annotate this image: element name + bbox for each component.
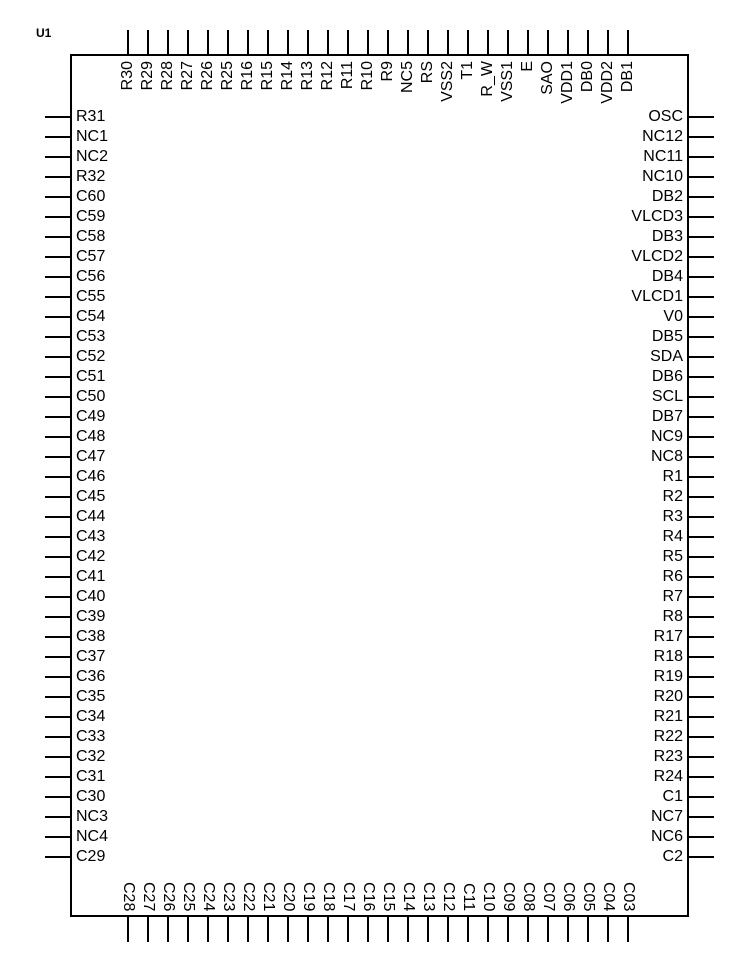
pin-stub-left-C58 (45, 236, 72, 238)
pin-label-right-R7: R7 (662, 588, 683, 605)
pin-stub-right-OSC (687, 116, 714, 118)
pin-label-left-C37: C37 (76, 648, 106, 665)
pin-stub-bottom-C08 (527, 915, 529, 942)
pin-stub-top-R_W (487, 30, 489, 56)
pin-stub-right-R20 (687, 696, 714, 698)
pin-stub-left-C31 (45, 776, 72, 778)
pin-label-bottom-C21: C21 (260, 881, 277, 911)
pin-label-top-DB0: DB0 (579, 61, 596, 93)
pin-stub-right-DB5 (687, 336, 714, 338)
pin-label-right-SDA: SDA (650, 348, 683, 365)
pin-stub-top-VSS2 (447, 30, 449, 56)
pin-label-left-C35: C35 (76, 688, 106, 705)
pin-label-right-V0: V0 (663, 308, 683, 325)
pin-stub-bottom-C28 (127, 915, 129, 942)
pin-label-left-C56: C56 (76, 268, 106, 285)
pin-stub-bottom-C06 (567, 915, 569, 942)
pin-stub-right-DB3 (687, 236, 714, 238)
pin-label-bottom-C24: C24 (200, 881, 217, 911)
pin-stub-left-C33 (45, 736, 72, 738)
pin-stub-left-C42 (45, 556, 72, 558)
pin-label-left-C49: C49 (76, 408, 106, 425)
pin-label-right-DB2: DB2 (651, 188, 683, 205)
pin-stub-bottom-C15 (387, 915, 389, 942)
pin-label-bottom-C23: C23 (220, 881, 237, 911)
pin-label-right-R20: R20 (653, 688, 683, 705)
pin-label-right-DB4: DB4 (651, 268, 683, 285)
pin-stub-top-NC5 (407, 30, 409, 56)
pin-label-left-NC3: NC3 (76, 808, 109, 825)
pin-label-right-R2: R2 (662, 488, 683, 505)
pin-label-right-R24: R24 (653, 768, 683, 785)
pin-stub-left-NC1 (45, 136, 72, 138)
pin-stub-right-R8 (687, 616, 714, 618)
pin-stub-bottom-C13 (427, 915, 429, 942)
pin-stub-bottom-C27 (147, 915, 149, 942)
pin-label-bottom-C03: C03 (620, 881, 637, 911)
pin-label-top-VDD1: VDD1 (559, 61, 576, 104)
pin-stub-left-C46 (45, 476, 72, 478)
pin-label-top-R9: R9 (379, 61, 396, 82)
pin-label-right-NC10: NC10 (642, 168, 683, 185)
pin-stub-bottom-C24 (207, 915, 209, 942)
pin-label-bottom-C17: C17 (340, 881, 357, 911)
pin-label-right-R4: R4 (662, 528, 683, 545)
pin-stub-left-C60 (45, 196, 72, 198)
pin-stub-bottom-C22 (247, 915, 249, 942)
pin-label-right-NC6: NC6 (650, 828, 683, 845)
pin-stub-right-R6 (687, 576, 714, 578)
pin-stub-bottom-C17 (347, 915, 349, 942)
pin-label-top-R29: R29 (139, 61, 156, 91)
pin-stub-right-R22 (687, 736, 714, 738)
pin-label-left-NC2: NC2 (76, 148, 109, 165)
pin-stub-left-C53 (45, 336, 72, 338)
pin-label-left-C43: C43 (76, 528, 106, 545)
pin-stub-right-SCL (687, 396, 714, 398)
pin-stub-left-C35 (45, 696, 72, 698)
pin-stub-right-DB4 (687, 276, 714, 278)
pin-label-left-C54: C54 (76, 308, 106, 325)
pin-stub-right-NC12 (687, 136, 714, 138)
pin-label-bottom-C05: C05 (580, 881, 597, 911)
pin-label-bottom-C12: C12 (440, 881, 457, 911)
pin-stub-left-C50 (45, 396, 72, 398)
pin-label-left-R31: R31 (76, 108, 106, 125)
pin-stub-bottom-C23 (227, 915, 229, 942)
pin-stub-left-C49 (45, 416, 72, 418)
reference-designator: U1 (36, 26, 52, 40)
pin-stub-top-R11 (347, 30, 349, 56)
pin-label-right-SCL: SCL (651, 388, 683, 405)
pin-stub-right-DB2 (687, 196, 714, 198)
pin-stub-left-C47 (45, 456, 72, 458)
pin-label-top-R10: R10 (359, 61, 376, 91)
pin-stub-left-C52 (45, 356, 72, 358)
pin-label-top-DB1: DB1 (619, 61, 636, 93)
pin-stub-left-C38 (45, 636, 72, 638)
pin-label-left-C57: C57 (76, 248, 106, 265)
pin-label-right-VLCD1: VLCD1 (631, 288, 683, 305)
pin-label-right-NC9: NC9 (650, 428, 683, 445)
pin-label-top-R11: R11 (339, 61, 356, 90)
pin-label-top-R14: R14 (279, 61, 296, 91)
pin-label-left-C30: C30 (76, 788, 106, 805)
pin-label-right-R22: R22 (653, 728, 683, 745)
pin-stub-top-R28 (167, 30, 169, 56)
pin-label-left-C46: C46 (76, 468, 106, 485)
pin-stub-right-VLCD3 (687, 216, 714, 218)
pin-label-right-DB6: DB6 (651, 368, 683, 385)
pin-label-bottom-C22: C22 (240, 881, 257, 911)
pin-stub-top-R15 (267, 30, 269, 56)
pin-stub-left-C30 (45, 796, 72, 798)
pin-label-right-DB5: DB5 (651, 328, 683, 345)
pin-stub-top-R30 (127, 30, 129, 56)
pin-stub-top-R26 (207, 30, 209, 56)
pin-stub-top-DB0 (587, 30, 589, 56)
pin-label-left-C59: C59 (76, 208, 106, 225)
pin-label-right-R19: R19 (653, 668, 683, 685)
pin-label-top-R_W: R_W (479, 61, 496, 97)
pin-stub-bottom-C04 (607, 915, 609, 942)
pin-label-bottom-C28: C28 (120, 881, 137, 911)
pin-stub-right-R24 (687, 776, 714, 778)
pin-label-bottom-C06: C06 (560, 881, 577, 911)
pin-label-top-R15: R15 (259, 61, 276, 91)
pin-label-bottom-C08: C08 (520, 881, 537, 911)
pin-stub-right-NC11 (687, 156, 714, 158)
pin-stub-left-C59 (45, 216, 72, 218)
pin-stub-top-R29 (147, 30, 149, 56)
pin-stub-bottom-C20 (287, 915, 289, 942)
pin-stub-right-NC8 (687, 456, 714, 458)
pin-label-right-R6: R6 (662, 568, 683, 585)
pin-stub-right-C2 (687, 856, 714, 858)
pin-stub-bottom-C03 (627, 915, 629, 942)
pin-stub-right-NC6 (687, 836, 714, 838)
pin-label-right-VLCD2: VLCD2 (631, 248, 683, 265)
pin-stub-right-R3 (687, 516, 714, 518)
pin-stub-right-NC9 (687, 436, 714, 438)
pin-label-bottom-C26: C26 (160, 881, 177, 911)
pin-stub-bottom-C16 (367, 915, 369, 942)
pin-label-left-C34: C34 (76, 708, 106, 725)
pin-label-bottom-C20: C20 (280, 881, 297, 911)
pin-stub-top-SAO (547, 30, 549, 56)
pin-stub-right-R23 (687, 756, 714, 758)
pin-stub-left-C45 (45, 496, 72, 498)
pin-label-left-C47: C47 (76, 448, 106, 465)
pin-label-bottom-C15: C15 (380, 881, 397, 911)
pin-label-left-C44: C44 (76, 508, 106, 525)
pin-stub-left-C37 (45, 656, 72, 658)
pin-label-right-DB3: DB3 (651, 228, 683, 245)
pin-stub-top-R10 (367, 30, 369, 56)
pin-label-right-OSC: OSC (648, 108, 683, 125)
pin-label-top-VSS1: VSS1 (499, 61, 516, 102)
pin-label-bottom-C09: C09 (500, 881, 517, 911)
pin-label-top-R12: R12 (319, 61, 336, 91)
pin-stub-left-R31 (45, 116, 72, 118)
pin-label-top-E: E (519, 61, 536, 72)
pin-stub-left-C29 (45, 856, 72, 858)
pin-label-right-R17: R17 (653, 628, 683, 645)
pin-label-left-NC1: NC1 (76, 128, 109, 145)
pin-label-right-VLCD3: VLCD3 (631, 208, 683, 225)
pin-label-right-R8: R8 (662, 608, 683, 625)
pin-stub-right-R2 (687, 496, 714, 498)
pin-label-bottom-C18: C18 (320, 881, 337, 911)
pin-stub-top-R16 (247, 30, 249, 56)
pin-stub-right-C1 (687, 796, 714, 798)
pin-stub-bottom-C14 (407, 915, 409, 942)
pin-label-top-R16: R16 (239, 61, 256, 91)
pin-stub-right-R5 (687, 556, 714, 558)
pin-stub-right-VLCD2 (687, 256, 714, 258)
pin-label-bottom-C14: C14 (400, 881, 417, 911)
pin-stub-left-C41 (45, 576, 72, 578)
pin-label-left-C40: C40 (76, 588, 106, 605)
pin-label-right-NC8: NC8 (650, 448, 683, 465)
pin-label-left-R32: R32 (76, 168, 106, 185)
pin-label-left-C32: C32 (76, 748, 106, 765)
pin-label-top-SAO: SAO (539, 61, 556, 95)
pin-stub-left-C32 (45, 756, 72, 758)
ic-body-outline (70, 54, 689, 917)
pin-label-bottom-C13: C13 (420, 881, 437, 911)
pin-stub-left-C43 (45, 536, 72, 538)
pin-stub-bottom-C05 (587, 915, 589, 942)
pin-stub-left-C56 (45, 276, 72, 278)
pin-label-left-C60: C60 (76, 188, 106, 205)
pin-stub-right-R1 (687, 476, 714, 478)
pin-label-top-R26: R26 (199, 61, 216, 91)
pin-label-top-VDD2: VDD2 (599, 61, 616, 104)
pin-label-left-C51: C51 (76, 368, 106, 385)
pin-label-top-R25: R25 (219, 61, 236, 91)
pin-label-left-C58: C58 (76, 228, 106, 245)
pin-stub-right-R21 (687, 716, 714, 718)
pin-label-left-C33: C33 (76, 728, 106, 745)
pin-stub-left-NC4 (45, 836, 72, 838)
pin-label-right-R1: R1 (662, 468, 683, 485)
pin-stub-right-DB6 (687, 376, 714, 378)
pin-stub-left-R32 (45, 176, 72, 178)
pin-label-bottom-C27: C27 (140, 881, 157, 911)
pin-label-left-C39: C39 (76, 608, 106, 625)
pin-label-left-C38: C38 (76, 628, 106, 645)
pin-stub-top-R14 (287, 30, 289, 56)
pin-stub-top-DB1 (627, 30, 629, 56)
pin-label-right-R5: R5 (662, 548, 683, 565)
pin-label-right-R18: R18 (653, 648, 683, 665)
pin-label-left-C45: C45 (76, 488, 106, 505)
pin-stub-right-NC10 (687, 176, 714, 178)
pin-label-right-NC12: NC12 (642, 128, 683, 145)
pin-stub-left-C57 (45, 256, 72, 258)
pin-stub-top-E (527, 30, 529, 56)
pin-stub-left-C44 (45, 516, 72, 518)
pin-label-top-R13: R13 (299, 61, 316, 91)
pin-stub-right-DB7 (687, 416, 714, 418)
pin-stub-right-R17 (687, 636, 714, 638)
pin-stub-top-VSS1 (507, 30, 509, 56)
pin-stub-right-R18 (687, 656, 714, 658)
pin-stub-left-C51 (45, 376, 72, 378)
pin-stub-bottom-C10 (487, 915, 489, 942)
pin-label-right-R3: R3 (662, 508, 683, 525)
pin-label-bottom-C25: C25 (180, 881, 197, 911)
pin-label-right-C1: C1 (662, 788, 683, 805)
pin-stub-bottom-C19 (307, 915, 309, 942)
pin-label-top-RS: RS (419, 61, 436, 84)
pin-label-top-T1: T1 (459, 61, 476, 80)
pin-stub-bottom-C12 (447, 915, 449, 942)
pin-stub-bottom-C18 (327, 915, 329, 942)
pin-label-left-C50: C50 (76, 388, 106, 405)
pin-stub-bottom-C26 (167, 915, 169, 942)
pin-label-left-C55: C55 (76, 288, 106, 305)
pin-stub-top-R27 (187, 30, 189, 56)
pin-stub-left-C34 (45, 716, 72, 718)
pin-label-left-C52: C52 (76, 348, 106, 365)
pin-label-right-NC11: NC11 (643, 148, 683, 165)
pin-label-top-R28: R28 (159, 61, 176, 91)
pin-label-left-C36: C36 (76, 668, 106, 685)
pin-label-right-NC7: NC7 (650, 808, 683, 825)
pin-stub-right-SDA (687, 356, 714, 358)
pin-stub-left-C55 (45, 296, 72, 298)
pin-stub-top-R13 (307, 30, 309, 56)
pin-stub-right-R7 (687, 596, 714, 598)
pin-stub-top-RS (427, 30, 429, 56)
pin-stub-bottom-C21 (267, 915, 269, 942)
pin-stub-left-NC3 (45, 816, 72, 818)
pin-label-left-C29: C29 (76, 848, 106, 865)
pin-stub-right-R19 (687, 676, 714, 678)
pin-stub-bottom-C07 (547, 915, 549, 942)
pin-stub-left-C39 (45, 616, 72, 618)
pin-stub-top-T1 (467, 30, 469, 56)
pin-label-left-C48: C48 (76, 428, 106, 445)
pin-stub-right-VLCD1 (687, 296, 714, 298)
pin-label-bottom-C11: C11 (460, 882, 477, 911)
pin-label-left-NC4: NC4 (76, 828, 109, 845)
pin-stub-bottom-C25 (187, 915, 189, 942)
pin-stub-top-VDD1 (567, 30, 569, 56)
pin-label-top-VSS2: VSS2 (439, 61, 456, 102)
pin-stub-top-R9 (387, 30, 389, 56)
pin-stub-top-R12 (327, 30, 329, 56)
pin-label-top-R30: R30 (119, 61, 136, 91)
pin-stub-top-R25 (227, 30, 229, 56)
pin-label-left-C31: C31 (76, 768, 106, 785)
pin-label-bottom-C07: C07 (540, 881, 557, 911)
pin-stub-left-C40 (45, 596, 72, 598)
pin-stub-right-NC7 (687, 816, 714, 818)
pin-stub-bottom-C09 (507, 915, 509, 942)
pin-stub-left-C36 (45, 676, 72, 678)
pin-label-bottom-C04: C04 (600, 881, 617, 911)
pin-label-top-R27: R27 (179, 61, 196, 91)
pin-label-right-R21: R21 (653, 708, 683, 725)
pin-stub-left-C54 (45, 316, 72, 318)
pin-stub-left-NC2 (45, 156, 72, 158)
pin-stub-right-R4 (687, 536, 714, 538)
pin-stub-right-V0 (687, 316, 714, 318)
pin-stub-bottom-C11 (467, 915, 469, 942)
pin-label-left-C42: C42 (76, 548, 106, 565)
pin-stub-top-VDD2 (607, 30, 609, 56)
pin-stub-left-C48 (45, 436, 72, 438)
pin-label-bottom-C16: C16 (360, 881, 377, 911)
pin-label-top-NC5: NC5 (399, 61, 416, 94)
pin-label-left-C53: C53 (76, 328, 106, 345)
pin-label-right-DB7: DB7 (651, 408, 683, 425)
pin-label-left-C41: C41 (76, 568, 106, 585)
pin-label-right-C2: C2 (662, 848, 683, 865)
pin-label-right-R23: R23 (653, 748, 683, 765)
pin-label-bottom-C10: C10 (480, 881, 497, 911)
pin-label-bottom-C19: C19 (300, 881, 317, 911)
